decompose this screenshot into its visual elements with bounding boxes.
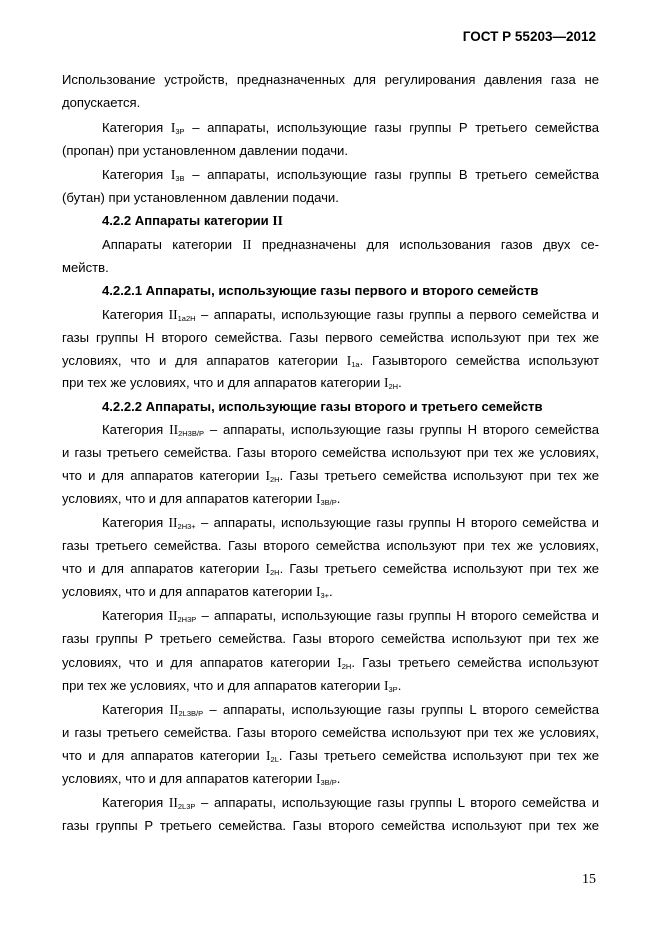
text-run: Категория bbox=[102, 167, 171, 182]
text-run: 4.2.2.1 Аппараты, использующие газы первого и второго семейств bbox=[102, 283, 539, 298]
category-subscript: 1a2H bbox=[177, 314, 196, 323]
text-run: условиях, что и для аппаратов категории bbox=[62, 771, 316, 786]
document-header: ГОСТ Р 55203—2012 bbox=[462, 29, 596, 44]
category-symbol: $I_{2H}$ bbox=[265, 468, 280, 484]
text-run: условиях, что и для аппаратов категории bbox=[62, 584, 316, 599]
category-subscript: 2H bbox=[341, 662, 352, 671]
category-symbol: $II_{2L3B/P}$ bbox=[169, 702, 204, 718]
category-subscript: 2H bbox=[270, 475, 280, 484]
category-symbol: $I_{2H}$ bbox=[384, 375, 399, 391]
text-line bbox=[102, 233, 599, 257]
text-run: – аппараты, использующие газы группы а первого семейства и bbox=[195, 307, 599, 322]
text-run: Категория bbox=[102, 422, 170, 437]
text-run: 4.2.2 Аппараты категории bbox=[102, 213, 273, 228]
text-line bbox=[62, 651, 599, 675]
category-symbol: $I_{3B}$ bbox=[170, 167, 185, 183]
category-symbol: $I_{1a}$ bbox=[346, 353, 360, 369]
text-run: – аппараты, использующие газы группы Н второго семейства и bbox=[195, 515, 599, 530]
section-heading bbox=[102, 279, 599, 303]
category-symbol: $I_{2L}$ bbox=[266, 748, 279, 764]
roman-numeral: II bbox=[272, 213, 283, 228]
text-run: – аппараты, использующие газы группы Н второго семейства bbox=[203, 422, 599, 437]
text-line bbox=[62, 580, 599, 604]
text-line bbox=[62, 68, 599, 92]
category-symbol: $II_{2L3P}$ bbox=[168, 795, 196, 811]
text-line bbox=[102, 511, 599, 535]
category-subscript: 2L3B/P bbox=[178, 709, 204, 718]
category-subscript: 3+ bbox=[320, 591, 330, 600]
category-symbol: $II_{2H3P}$ bbox=[168, 608, 197, 624]
category-symbol: II bbox=[242, 237, 252, 252]
text-run: . bbox=[397, 678, 402, 693]
text-run: допускается. bbox=[62, 95, 141, 110]
category-subscript: 1a bbox=[351, 360, 360, 369]
text-run: газы третьего семейства. Газы второго семейства используют при тех же условиях, bbox=[62, 538, 599, 553]
text-line bbox=[62, 744, 599, 768]
text-run: Категория bbox=[102, 307, 169, 322]
text-run: . Газы третьего семейства используют при тех же bbox=[279, 561, 599, 576]
text-run: (бутан) при установленном давлении подачи. bbox=[62, 190, 339, 205]
category-symbol: $I_{2H}$ bbox=[337, 655, 352, 671]
category-subscript: 3B bbox=[175, 174, 185, 183]
category-symbol: $I_{2H}$ bbox=[265, 561, 280, 577]
text-run: . Газы третьего семейства используют при тех же bbox=[278, 748, 600, 763]
category-symbol: $I_{3P}$ bbox=[170, 120, 185, 136]
category-symbol: $I_{3B/P}$ bbox=[315, 771, 337, 787]
text-run: – аппараты, использующие газы группы Н второго семейства и bbox=[196, 608, 599, 623]
text-run: . bbox=[336, 491, 341, 506]
text-run: . bbox=[398, 375, 402, 390]
text-line bbox=[102, 698, 599, 722]
category-symbol: $II_{2H3+}$ bbox=[168, 515, 196, 531]
text-line bbox=[62, 674, 599, 698]
category-subscript: 3B/P bbox=[320, 778, 337, 787]
text-run: газы группы Р третьего семейства. Газы второго семейства используют при тех же bbox=[62, 631, 599, 646]
text-line bbox=[62, 139, 599, 163]
category-subscript: 2H3P bbox=[177, 615, 197, 624]
text-run: – аппараты, использующие газы группы L второго семейства bbox=[203, 702, 599, 717]
text-run: условиях, что и для аппаратов категории bbox=[62, 655, 338, 670]
text-line bbox=[62, 814, 599, 838]
text-run: (пропан) при установленном давлении подачи. bbox=[62, 143, 348, 158]
text-line bbox=[102, 791, 599, 815]
text-run: при тех же условиях, что и для аппаратов категории bbox=[62, 678, 384, 693]
text-run: при тех же условиях, что и для аппаратов категории bbox=[62, 375, 384, 390]
text-run: условиях, что и для аппаратов категории bbox=[62, 491, 316, 506]
text-run: и газы третьего семейства. Газы второго семейства используют при тех же условиях, bbox=[62, 445, 599, 460]
text-run: 4.2.2.2 Аппараты, использующие газы второго и третьего семейств bbox=[102, 399, 543, 414]
text-run: Категория bbox=[102, 120, 171, 135]
category-symbol: $I_{3P}$ bbox=[384, 678, 398, 694]
text-line bbox=[62, 721, 599, 745]
category-subscript: 2H bbox=[388, 382, 399, 391]
text-run: Аппараты категории bbox=[102, 237, 243, 252]
text-run: – аппараты, использующие газы группы В третьего семейства bbox=[184, 167, 599, 182]
text-line bbox=[62, 349, 599, 373]
text-run: газы группы Н второго семейства. Газы первого семейства используют при тех же bbox=[62, 330, 599, 345]
text-line bbox=[62, 557, 599, 581]
section-heading bbox=[102, 209, 599, 233]
category-symbol: $I_{3+}$ bbox=[315, 584, 330, 600]
text-run: Категория bbox=[102, 795, 169, 810]
text-line bbox=[102, 303, 599, 327]
text-run: что и для аппаратов категории bbox=[62, 748, 267, 763]
text-run: . bbox=[329, 584, 333, 599]
text-run: . Газывторого семейства используют bbox=[359, 353, 599, 368]
category-subscript: 2H bbox=[270, 568, 280, 577]
text-line bbox=[62, 627, 599, 651]
text-line bbox=[62, 256, 599, 280]
text-line bbox=[62, 186, 599, 210]
text-line bbox=[62, 487, 599, 511]
category-subscript: 3P bbox=[388, 685, 398, 694]
text-line bbox=[62, 441, 599, 465]
category-subscript: 2L bbox=[270, 755, 279, 764]
text-run: что и для аппаратов категории bbox=[62, 468, 266, 483]
text-run: Категория bbox=[102, 702, 170, 717]
text-run: условиях, что и для аппаратов категории bbox=[62, 353, 347, 368]
text-run: предназначены для использования газов двух се- bbox=[251, 237, 599, 252]
text-line bbox=[62, 371, 599, 395]
text-run: Использование устройств, предназначенных для регулирования давления газа не bbox=[62, 72, 599, 87]
text-run: . Газы третьего семейства используют bbox=[351, 655, 599, 670]
category-subscript: 3B/P bbox=[320, 498, 337, 507]
text-run: и газы третьего семейства. Газы второго семейства используют при тех же условиях, bbox=[62, 725, 599, 740]
category-subscript: 2H3+ bbox=[177, 522, 196, 531]
category-subscript: 3P bbox=[175, 127, 185, 136]
category-subscript: 2H3B/P bbox=[178, 429, 204, 438]
text-line bbox=[102, 163, 599, 187]
category-symbol: $I_{3B/P}$ bbox=[315, 491, 337, 507]
text-line bbox=[62, 464, 599, 488]
text-line bbox=[62, 326, 599, 350]
text-line bbox=[62, 91, 599, 115]
text-run: Категория bbox=[102, 515, 169, 530]
text-line bbox=[102, 604, 599, 628]
text-line bbox=[102, 116, 599, 140]
section-heading bbox=[102, 395, 599, 419]
text-run: . bbox=[336, 771, 341, 786]
category-symbol: $II_{2H3B/P}$ bbox=[169, 422, 204, 438]
category-symbol: $II_{1a2H}$ bbox=[168, 307, 196, 323]
category-subscript: 2L3P bbox=[177, 802, 196, 811]
text-run: – аппараты, использующие газы группы Р третьего семейства bbox=[184, 120, 599, 135]
text-run: . Газы третьего семейства используют при тех же bbox=[279, 468, 599, 483]
text-line bbox=[62, 534, 599, 558]
text-run: Категория bbox=[102, 608, 169, 623]
page-number: 15 bbox=[582, 872, 596, 887]
text-run: что и для аппаратов категории bbox=[62, 561, 266, 576]
text-line bbox=[102, 418, 599, 442]
text-line bbox=[62, 767, 599, 791]
text-run: – аппараты, использующие газы группы L второго семейства и bbox=[195, 795, 600, 810]
text-run: мейств. bbox=[62, 260, 109, 275]
text-run: газы группы Р третьего семейства. Газы второго семейства используют при тех же bbox=[62, 818, 599, 833]
